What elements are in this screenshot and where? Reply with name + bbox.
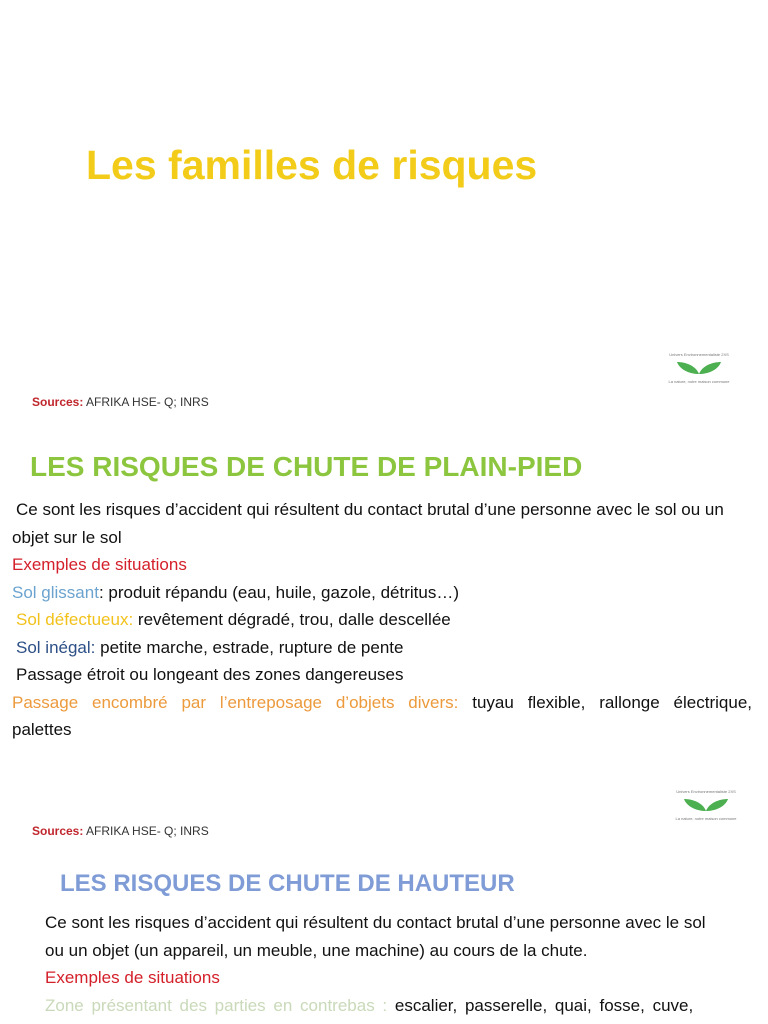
item-text: petite marche, estrade, rupture de pente (95, 637, 404, 657)
sources-line (32, 824, 209, 838)
intro-text: Ce sont les risques d’accident qui résultent du contact brutal d’une personne avec le sol ou un objet sur le sol (12, 500, 724, 547)
item-label: Zone présentant des parties en contrebas : (45, 995, 388, 1015)
item-label: Passage encombré par l’entreposage d’objets divers: (12, 692, 459, 712)
list-item (12, 579, 752, 607)
section-heading: LES RISQUES DE CHUTE DE HAUTEUR (60, 870, 515, 897)
leaves-icon (676, 360, 722, 376)
brand-logo (659, 352, 739, 384)
list-item (12, 661, 752, 689)
section-heading: LES RISQUES DE CHUTE DE PLAIN-PIED (30, 451, 583, 482)
intro-text: Ce sont les risques d’accident qui résultent du contact brutal d’une personne avec le sol ou un objet (un appareil, un meuble, une machine) au cours de la chute. (45, 913, 706, 960)
sources-label: Sources: (32, 824, 84, 838)
item-label: Sol inégal: (16, 637, 96, 657)
examples-label: Exemples de situations (12, 555, 187, 574)
sources-text: AFRIKA HSE- Q; INRS (83, 824, 209, 838)
item-text: Passage étroit ou longeant des zones dangereuses (16, 665, 404, 684)
list-item (12, 634, 752, 662)
slide-plain-pied (0, 420, 768, 840)
item-text: revêtement dégradé, trou, dalle descellée (133, 610, 451, 629)
logo-top-text: Univers Environnementaliste 2XS (676, 789, 736, 794)
section-body (12, 496, 752, 744)
logo-top-text: Univers Environnementaliste 2XS (669, 352, 729, 357)
leaves-icon (683, 797, 729, 813)
item-text: : produit répandu (eau, huile, gazole, détritus…) (98, 582, 459, 602)
brand-logo (666, 789, 746, 821)
item-text: tuyau flexible, rallonge électrique, palettes (12, 692, 752, 739)
section-body (45, 909, 725, 1019)
list-item (12, 689, 752, 744)
logo-bottom-text: La nature, notre maison commune (675, 816, 737, 821)
slide-title (0, 0, 768, 420)
list-item (45, 992, 725, 1020)
item-text: escalier, passerelle, quai, fosse, cuve, (387, 995, 694, 1015)
item-label: Sol glissant (12, 582, 99, 602)
item-label: Sol défectueux: (16, 610, 134, 629)
examples-label: Exemples de situations (45, 968, 220, 987)
slide-hauteur (0, 845, 768, 1024)
sources-text: AFRIKA HSE- Q; INRS (83, 395, 209, 409)
slide-title-heading: Les familles de risques (86, 142, 538, 188)
list-item (12, 606, 752, 634)
sources-label: Sources: (32, 395, 84, 409)
sources-line (32, 395, 209, 409)
logo-bottom-text: La nature, notre maison commune (668, 379, 730, 384)
